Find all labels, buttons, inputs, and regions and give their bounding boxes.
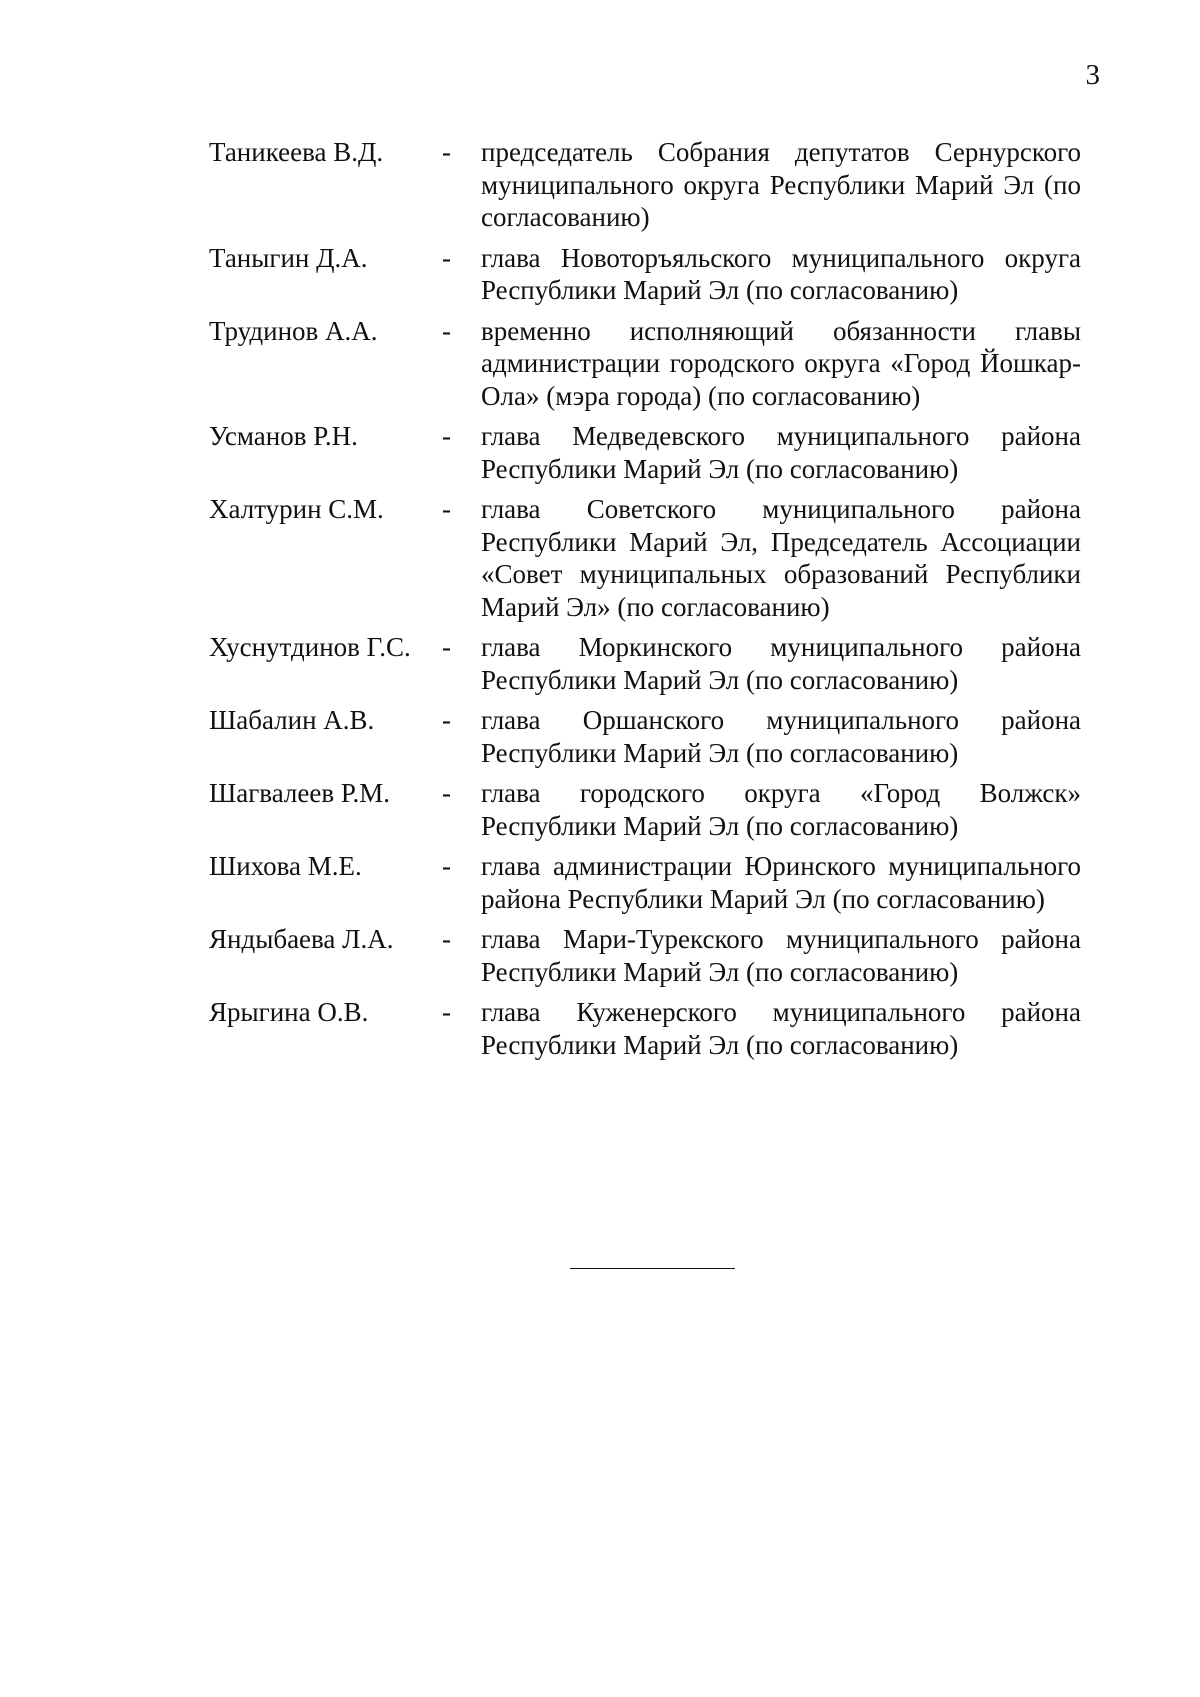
member-description: глава Медведевского муниципального района Республики Марий Эл (по согласованию) <box>481 421 1081 484</box>
list-item <box>0 242 1200 307</box>
member-dash: - <box>442 778 451 808</box>
member-name: Шихова М.Е. <box>209 851 362 881</box>
member-name: Шабалин А.В. <box>209 705 375 735</box>
member-dash: - <box>442 924 451 954</box>
member-dash: - <box>442 997 451 1027</box>
member-name: Трудинов А.А. <box>209 315 378 346</box>
member-name: Ярыгина О.В. <box>209 997 369 1027</box>
list-item <box>0 493 1200 623</box>
member-dash: - <box>442 242 451 273</box>
member-description: временно исполняющий обязанности главы администрации городского округа «Город Йошкар-Ола» (мэра города) (по согласованию) <box>481 315 1081 411</box>
list-item <box>0 704 1200 769</box>
member-dash: - <box>442 494 451 524</box>
member-description: председатель Собрания депутатов Сернурского муниципального округа Республики Марий Эл (по согласованию) <box>481 137 1081 232</box>
member-name: Таникеева В.Д. <box>209 137 384 167</box>
list-item <box>0 315 1200 413</box>
member-name: Таныгин Д.А. <box>209 242 368 273</box>
list-item <box>0 136 1200 234</box>
member-name: Шагвалеев Р.М. <box>209 778 390 808</box>
list-item <box>0 850 1200 915</box>
members-list <box>0 136 1200 1069</box>
member-dash: - <box>442 705 451 735</box>
member-description: глава Моркинского муниципального района Республики Марий Эл (по согласованию) <box>481 632 1081 695</box>
member-dash: - <box>442 851 451 881</box>
member-description: глава Мари-Турекского муниципального района Республики Марий Эл (по согласованию) <box>481 924 1081 987</box>
list-item <box>0 777 1200 842</box>
member-dash: - <box>442 421 451 451</box>
list-item <box>0 923 1200 988</box>
member-description: глава Советского муниципального района Республики Марий Эл, Председатель Ассоциации «Совет муниципальных образований Республики Марий Эл» (по согласованию) <box>481 494 1081 622</box>
member-description: глава Новоторъяльского муниципального округа Республики Марий Эл (по согласованию) <box>481 242 1081 305</box>
member-name: Усманов Р.Н. <box>209 421 358 451</box>
list-item <box>0 420 1200 485</box>
member-description: глава Куженерского муниципального района Республики Марий Эл (по согласованию) <box>481 997 1081 1060</box>
member-description: глава городского округа «Город Волжск» Республики Марий Эл (по согласованию) <box>481 778 1081 841</box>
member-description: глава администрации Юринского муниципального района Республики Марий Эл (по согласованию) <box>481 851 1081 914</box>
list-item <box>0 631 1200 696</box>
member-dash: - <box>442 137 451 167</box>
member-name: Хуснутдинов Г.С. <box>209 632 411 662</box>
member-name: Яндыбаева Л.А. <box>209 924 394 954</box>
member-name: Халтурин С.М. <box>209 494 384 524</box>
list-item <box>0 996 1200 1061</box>
member-dash: - <box>442 632 451 662</box>
end-divider <box>570 1268 735 1269</box>
member-description: глава Оршанского муниципального района Республики Марий Эл (по согласованию) <box>481 705 1081 768</box>
page-number: 3 <box>1085 59 1100 91</box>
member-dash: - <box>442 315 451 346</box>
